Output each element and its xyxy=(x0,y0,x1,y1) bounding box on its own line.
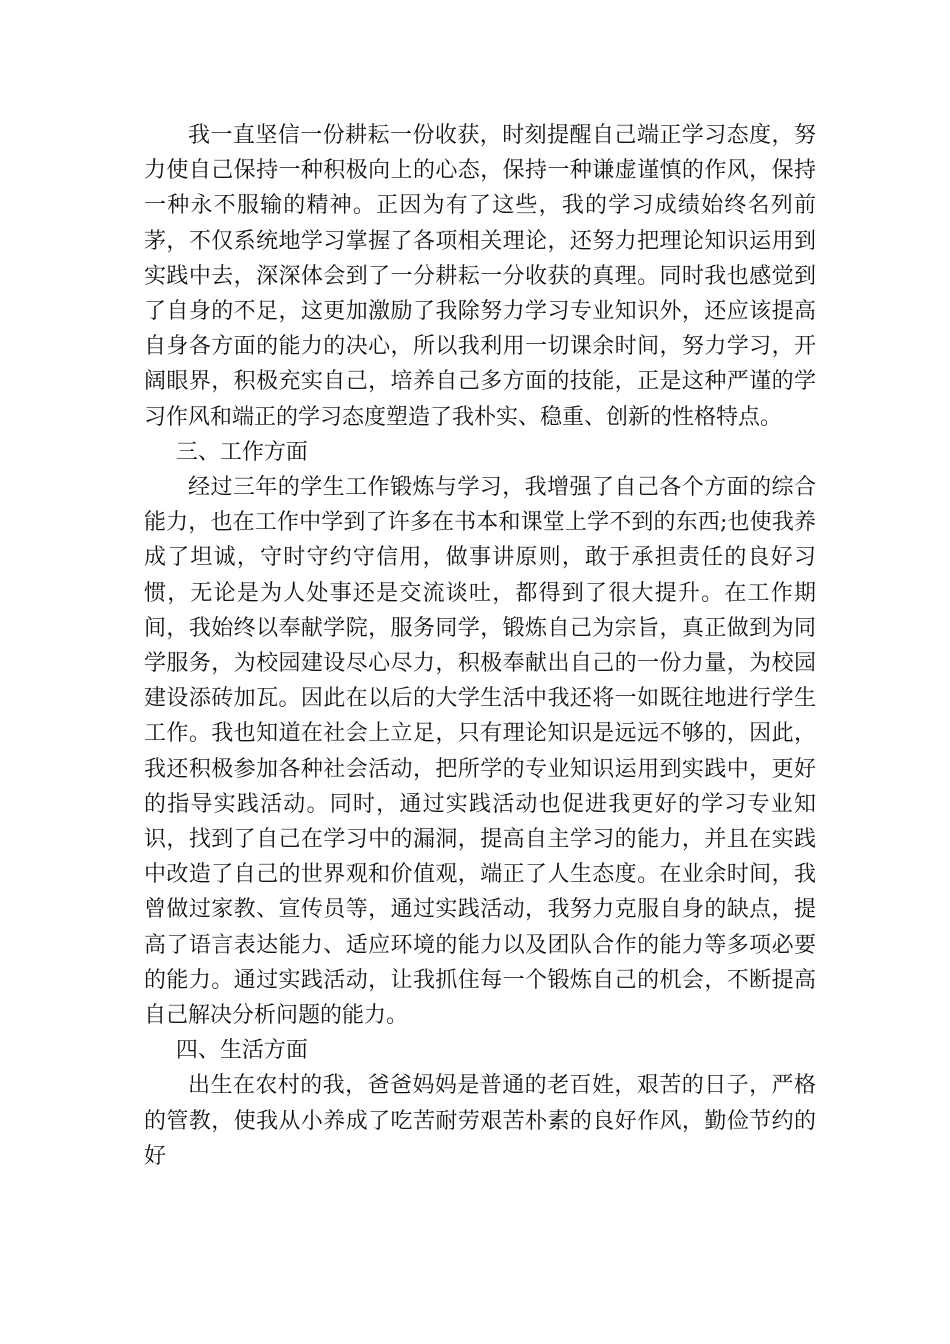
paragraph-life: 出生在农村的我，爸爸妈妈是普通的老百姓，艰苦的日子，严格的管教，使我从小养成了吃苦耐劳艰苦朴素的良好作风，勤俭节约的好 xyxy=(144,1073,816,1169)
paragraph-study-attitude: 我一直坚信一份耕耘一份收获，时刻提醒自己端正学习态度，努力使自己保持一种积极向上的心态，保持一种谦虚谨慎的作风，保持一种永不服输的精神。正因为有了这些，我的学习成绩始终名列前茅，不仅系统地学习掌握了各项相关理论，还努力把理论知识运用到实践中去，深深体会到了一分耕耘一分收获的真理。同时我也感觉到了自身的不足，这更加激励了我除努力学习专业知识外，还应该提高自身各方面的能力的决心，所以我利用一切课余时间，努力学习，开阔眼界，积极充实自己，培养自己多方面的技能，正是这种严谨的学习作风和端正的学习态度塑造了我朴实、稳重、创新的性格特点。 xyxy=(144,123,816,430)
document-body xyxy=(144,118,816,1174)
section-heading-work: 三、工作方面 xyxy=(175,439,308,465)
paragraph-work: 经过三年的学生工作锻炼与学习，我增强了自己各个方面的综合能力，也在工作中学到了许多在书本和课堂上学不到的东西;也使我养成了坦诚，守时守约守信用，做事讲原则，敢于承担责任的良好习惯，无论是为人处事还是交流谈吐，都得到了很大提升。在工作期间，我始终以奉献学院，服务同学，锻炼自己为宗旨，真正做到为同学服务，为校园建设尽心尽力，积极奉献出自己的一份力量，为校园建设添砖加瓦。因此在以后的大学生活中我还将一如既往地进行学生工作。我也知道在社会上立足，只有理论知识是远远不够的，因此，我还积极参加各种社会活动，把所学的专业知识运用到实践中，更好的指导实践活动。同时，通过实践活动也促进我更好的学习专业知识，找到了自己在学习中的漏洞，提高自主学习的能力，并且在实践中改造了自己的世界观和价值观，端正了人生态度。在业余时间，我曾做过家教、宣传员等，通过实践活动，我努力克服自身的缺点，提高了语言表达能力、适应环境的能力以及团队合作的能力等多项必要的能力。通过实践活动，让我抓住每一个锻炼自己的机会，不断提高自己解决分析问题的能力。 xyxy=(144,475,816,1029)
section-heading-life: 四、生活方面 xyxy=(175,1038,308,1064)
